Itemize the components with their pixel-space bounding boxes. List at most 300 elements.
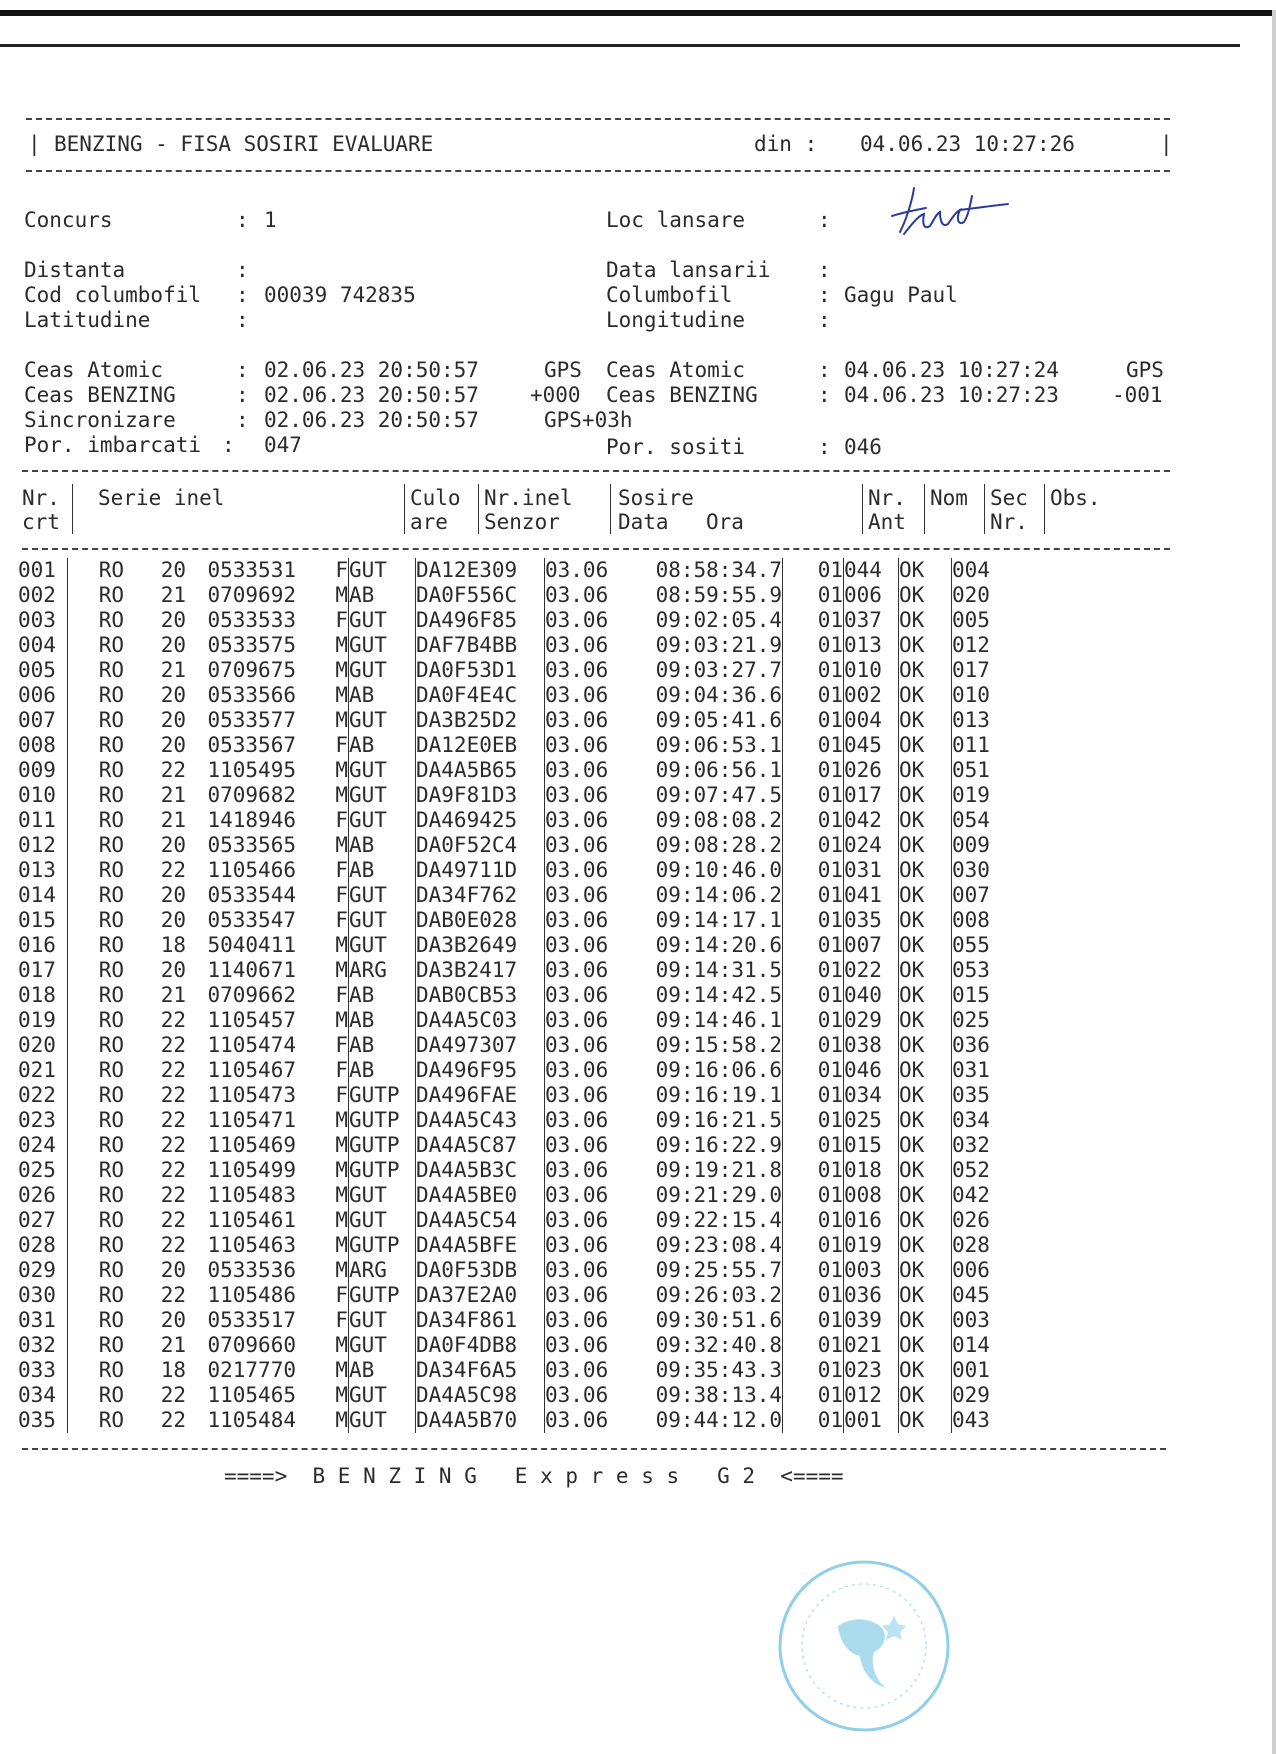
pigeon-sex: M [296, 833, 349, 858]
pigeon-sex: M [296, 1258, 349, 1283]
ring-year: 20 [160, 608, 186, 632]
table-row [18, 1158, 1022, 1183]
ceas-benzing-start-suffix: +000 [530, 383, 581, 407]
obs: 007 [952, 883, 990, 907]
concurs-value: 1 [264, 208, 277, 232]
table-row [18, 1383, 1022, 1408]
ring-number: 1105483 [207, 1183, 296, 1207]
col-nr-ant: Nr. [868, 486, 906, 510]
row-nr: 016 [18, 933, 68, 958]
ring-number: 1105473 [207, 1083, 296, 1107]
obs: 019 [952, 783, 990, 807]
nom: 025 [844, 1108, 899, 1133]
arrival-time: 09:08:28.2 [635, 833, 783, 858]
row-nr: 032 [18, 1333, 68, 1358]
sec-status: OK [899, 983, 952, 1008]
pigeon-sex: M [296, 1208, 349, 1233]
ring-country: RO [98, 783, 124, 807]
header-sep [404, 484, 405, 534]
por-sositi-colon: : [818, 435, 831, 459]
sensor-ring: DA9F81D3 [416, 783, 545, 808]
data-lansarii-colon: : [818, 258, 831, 282]
obs: 045 [952, 1283, 990, 1307]
ceas-benzing-end-colon: : [818, 383, 831, 407]
ring-number: 1105461 [207, 1208, 296, 1232]
ring-year: 22 [160, 1058, 186, 1082]
stamp-seal [774, 1556, 954, 1736]
ring-country: RO [98, 908, 124, 932]
pigeon-color: AB [349, 683, 416, 708]
pigeon-sex: F [296, 1083, 349, 1108]
columbofil-value: Gagu Paul [844, 283, 958, 307]
ring-year: 20 [160, 833, 186, 857]
nom: 035 [844, 908, 899, 933]
pigeon-sex: M [296, 1233, 349, 1258]
row-nr: 020 [18, 1033, 68, 1058]
sensor-ring: DA34F6A5 [416, 1358, 545, 1383]
obs: 055 [952, 933, 990, 957]
nom: 024 [844, 833, 899, 858]
ring-country: RO [98, 758, 124, 782]
sec-status: OK [899, 908, 952, 933]
pigeon-color: GUT [349, 1183, 416, 1208]
arrival-time: 09:19:21.8 [635, 1158, 783, 1183]
cod-columbofil-label: Cod columbofil [24, 283, 202, 307]
ring-year: 20 [160, 683, 186, 707]
sensor-ring: DA4A5BE0 [416, 1183, 545, 1208]
pigeon-sex: M [296, 683, 349, 708]
pigeon-sex: M [296, 633, 349, 658]
row-nr: 011 [18, 808, 68, 833]
sincronizare-value: 02.06.23 20:50:57 [264, 408, 479, 432]
row-nr: 007 [18, 708, 68, 733]
antenna-nr: 01 [783, 758, 844, 783]
ring-year: 20 [160, 1258, 186, 1282]
table-row [18, 558, 1022, 583]
ring-number: 0533575 [207, 633, 296, 657]
arrival-time: 09:15:58.2 [635, 1033, 783, 1058]
pigeon-color: GUTP [349, 1233, 416, 1258]
sec-status: OK [899, 558, 952, 583]
row-nr: 001 [18, 558, 68, 583]
pigeon-color: GUT [349, 608, 416, 633]
row-nr: 030 [18, 1283, 68, 1308]
row-nr: 013 [18, 858, 68, 883]
arrival-time: 09:02:05.4 [635, 608, 783, 633]
columbofil-label: Columbofil [606, 283, 733, 307]
antenna-nr: 01 [783, 583, 844, 608]
ring-year: 21 [160, 983, 186, 1007]
arrival-date: 03.06 [545, 658, 609, 682]
antenna-nr: 01 [783, 1258, 844, 1283]
obs: 035 [952, 1083, 990, 1107]
cod-columbofil-value: 00039 742835 [264, 283, 416, 307]
ceas-benzing-start-value: 02.06.23 20:50:57 [264, 383, 479, 407]
nom: 022 [844, 958, 899, 983]
concurs-label: Concurs [24, 208, 113, 232]
pigeon-sex: F [296, 883, 349, 908]
pigeon-sex: M [296, 783, 349, 808]
header-sep [1044, 484, 1045, 534]
ring-year: 18 [160, 933, 186, 957]
arrival-date: 03.06 [545, 1008, 609, 1032]
nom: 006 [844, 583, 899, 608]
row-nr: 035 [18, 1408, 68, 1433]
sec-status: OK [899, 1233, 952, 1258]
ring-year: 20 [160, 708, 186, 732]
nom: 019 [844, 1233, 899, 1258]
table-row [18, 733, 1022, 758]
table-row [18, 1083, 1022, 1108]
nom: 015 [844, 1133, 899, 1158]
sec-status: OK [899, 608, 952, 633]
columbofil-colon: : [818, 283, 831, 307]
arrival-time: 09:16:22.9 [635, 1133, 783, 1158]
pigeon-sex: F [296, 1058, 349, 1083]
table-row [18, 1033, 1022, 1058]
ring-country: RO [98, 1308, 124, 1332]
arrival-date: 03.06 [545, 1283, 609, 1307]
row-nr: 006 [18, 683, 68, 708]
ring-year: 22 [160, 1208, 186, 1232]
antenna-nr: 01 [783, 908, 844, 933]
ring-country: RO [98, 958, 124, 982]
nom: 039 [844, 1308, 899, 1333]
col-sec-nr: Nr. [990, 510, 1028, 534]
pigeon-sex: M [296, 583, 349, 608]
report-title: BENZING - FISA SOSIRI EVALUARE [54, 132, 434, 156]
row-nr: 003 [18, 608, 68, 633]
nom: 016 [844, 1208, 899, 1233]
pigeon-sex: F [296, 1283, 349, 1308]
pigeon-color: AB [349, 1058, 416, 1083]
sensor-ring: DA0F4DB8 [416, 1333, 545, 1358]
header-rule-bottom [26, 170, 1170, 172]
antenna-nr: 01 [783, 1383, 844, 1408]
ring-country: RO [98, 583, 124, 607]
sensor-ring: DA497307 [416, 1033, 545, 1058]
table-row [18, 783, 1022, 808]
loc-lansare-colon: : [818, 208, 831, 232]
ring-number: 0709692 [207, 583, 296, 607]
antenna-nr: 01 [783, 1208, 844, 1233]
antenna-nr: 01 [783, 1108, 844, 1133]
table-row [18, 858, 1022, 883]
pigeon-color: GUT [349, 558, 416, 583]
header-sep [478, 484, 479, 534]
pigeon-color: AB [349, 1033, 416, 1058]
sensor-ring: DA4A5C03 [416, 1008, 545, 1033]
sec-status: OK [899, 1183, 952, 1208]
sec-status: OK [899, 1308, 952, 1333]
obs: 015 [952, 983, 990, 1007]
row-nr: 021 [18, 1058, 68, 1083]
arrival-time: 09:44:12.0 [635, 1408, 783, 1433]
pigeon-color: GUT [349, 1208, 416, 1233]
ring-country: RO [98, 1283, 124, 1307]
ring-country: RO [98, 658, 124, 682]
arrival-time: 09:16:21.5 [635, 1108, 783, 1133]
ring-year: 20 [160, 633, 186, 657]
nom: 038 [844, 1033, 899, 1058]
obs: 026 [952, 1208, 990, 1232]
row-nr: 029 [18, 1258, 68, 1283]
ring-number: 1418946 [207, 808, 296, 832]
arrival-date: 03.06 [545, 808, 609, 832]
nom: 042 [844, 808, 899, 833]
table-row [18, 758, 1022, 783]
pigeon-color: GUT [349, 708, 416, 733]
concurs-colon: : [236, 208, 249, 232]
distanta-colon: : [236, 258, 249, 282]
pigeon-sex: M [296, 1358, 349, 1383]
antenna-nr: 01 [783, 558, 844, 583]
ring-year: 21 [160, 1333, 186, 1357]
nom: 031 [844, 858, 899, 883]
antenna-nr: 01 [783, 1283, 844, 1308]
obs: 017 [952, 658, 990, 682]
arrival-date: 03.06 [545, 558, 609, 582]
sensor-ring: DA4A5C98 [416, 1383, 545, 1408]
row-nr: 002 [18, 583, 68, 608]
ring-number: 0709660 [207, 1333, 296, 1357]
row-nr: 012 [18, 833, 68, 858]
pigeon-color: GUTP [349, 1108, 416, 1133]
table-row [18, 658, 1022, 683]
por-imbarcati-colon: : [222, 433, 235, 457]
header-rule-top [26, 118, 1170, 120]
arrival-time: 09:16:19.1 [635, 1083, 783, 1108]
row-nr: 019 [18, 1008, 68, 1033]
ring-country: RO [98, 933, 124, 957]
ring-number: 0533566 [207, 683, 296, 707]
footer-brand: ====> B E N Z I N G E x p r e s s G 2 <==== [224, 1464, 844, 1488]
table-row [18, 1308, 1022, 1333]
ring-year: 22 [160, 858, 186, 882]
sec-status: OK [899, 583, 952, 608]
table-row [18, 1208, 1022, 1233]
arrival-time: 09:23:08.4 [635, 1233, 783, 1258]
ring-number: 1105457 [207, 1008, 296, 1032]
arrival-date: 03.06 [545, 1183, 609, 1207]
nom: 002 [844, 683, 899, 708]
table-row [18, 1233, 1022, 1258]
antenna-nr: 01 [783, 1133, 844, 1158]
obs: 010 [952, 683, 990, 707]
table-row [18, 1008, 1022, 1033]
ring-year: 21 [160, 808, 186, 832]
row-nr: 005 [18, 658, 68, 683]
pigeon-color: GUT [349, 658, 416, 683]
nom: 040 [844, 983, 899, 1008]
obs: 032 [952, 1133, 990, 1157]
loc-lansare-label: Loc lansare [606, 208, 746, 232]
arrival-time: 09:32:40.8 [635, 1333, 783, 1358]
sensor-ring: DA49711D [416, 858, 545, 883]
pigeon-color: AB [349, 733, 416, 758]
ceas-atomic-end-suffix: GPS [1126, 358, 1164, 382]
header-sep [862, 484, 863, 534]
header-sep [924, 484, 925, 534]
table-row [18, 908, 1022, 933]
ceas-atomic-start-suffix: GPS [544, 358, 582, 382]
ring-country: RO [98, 1258, 124, 1282]
ceas-benzing-end-label: Ceas BENZING [606, 383, 758, 407]
sensor-ring: DA496F95 [416, 1058, 545, 1083]
nom: 012 [844, 1383, 899, 1408]
ring-year: 21 [160, 583, 186, 607]
ring-year: 22 [160, 1283, 186, 1307]
pigeon-color: AB [349, 1008, 416, 1033]
sensor-ring: DA34F861 [416, 1308, 545, 1333]
col-ant: Ant [868, 510, 906, 534]
row-nr: 022 [18, 1083, 68, 1108]
table-row [18, 983, 1022, 1008]
antenna-nr: 01 [783, 883, 844, 908]
nom: 026 [844, 758, 899, 783]
antenna-nr: 01 [783, 1058, 844, 1083]
obs: 008 [952, 908, 990, 932]
ring-number: 1105467 [207, 1058, 296, 1082]
table-row [18, 1358, 1022, 1383]
pigeon-color: GUT [349, 883, 416, 908]
antenna-nr: 01 [783, 1008, 844, 1033]
obs: 030 [952, 858, 990, 882]
arrival-date: 03.06 [545, 1383, 609, 1407]
sensor-ring: DA0F52C4 [416, 833, 545, 858]
col-sosire: Sosire [618, 486, 694, 510]
table-row [18, 883, 1022, 908]
antenna-nr: 01 [783, 1158, 844, 1183]
sensor-ring: DA3B2649 [416, 933, 545, 958]
sec-status: OK [899, 933, 952, 958]
ring-country: RO [98, 1233, 124, 1257]
obs: 014 [952, 1333, 990, 1357]
obs: 013 [952, 708, 990, 732]
row-nr: 018 [18, 983, 68, 1008]
col-nr-inel: Nr.inel [484, 486, 573, 510]
pigeon-sex: M [296, 1408, 349, 1433]
row-nr: 015 [18, 908, 68, 933]
sec-status: OK [899, 883, 952, 908]
ring-country: RO [98, 983, 124, 1007]
pigeon-sex: F [296, 808, 349, 833]
obs: 042 [952, 1183, 990, 1207]
arrival-time: 09:14:17.1 [635, 908, 783, 933]
nom: 017 [844, 783, 899, 808]
nom: 046 [844, 1058, 899, 1083]
sensor-ring: DA469425 [416, 808, 545, 833]
ring-year: 20 [160, 733, 186, 757]
antenna-nr: 01 [783, 708, 844, 733]
arrival-date: 03.06 [545, 608, 609, 632]
table-row [18, 633, 1022, 658]
pigeon-sex: M [296, 708, 349, 733]
antenna-nr: 01 [783, 1033, 844, 1058]
ring-number: 1105471 [207, 1108, 296, 1132]
row-nr: 034 [18, 1383, 68, 1408]
arrival-time: 09:21:29.0 [635, 1183, 783, 1208]
pigeon-sex: M [296, 958, 349, 983]
ring-year: 22 [160, 1383, 186, 1407]
pigeon-color: AB [349, 983, 416, 1008]
sensor-ring: DA12E309 [416, 558, 545, 583]
arrival-date: 03.06 [545, 958, 609, 982]
sec-status: OK [899, 1108, 952, 1133]
latitudine-label: Latitudine [24, 308, 151, 332]
row-nr: 009 [18, 758, 68, 783]
nom: 004 [844, 708, 899, 733]
sincronizare-suffix: GPS+03h [544, 408, 633, 432]
ring-number: 0709682 [207, 783, 296, 807]
arrival-time: 09:07:47.5 [635, 783, 783, 808]
scan-edge-top [0, 10, 1276, 16]
pigeon-color: AB [349, 583, 416, 608]
row-nr: 004 [18, 633, 68, 658]
pigeon-color: GUTP [349, 1283, 416, 1308]
table-row [18, 833, 1022, 858]
col-obs: Obs. [1050, 486, 1101, 510]
sec-status: OK [899, 858, 952, 883]
arrival-date: 03.06 [545, 1208, 609, 1232]
sensor-ring: DA34F762 [416, 883, 545, 908]
ring-number: 0709662 [207, 983, 296, 1007]
arrival-date: 03.06 [545, 883, 609, 907]
ring-country: RO [98, 808, 124, 832]
sec-status: OK [899, 1333, 952, 1358]
sensor-ring: DA4A5BFE [416, 1233, 545, 1258]
arrival-date: 03.06 [545, 783, 609, 807]
ring-number: 1105484 [207, 1408, 296, 1432]
ring-country: RO [98, 1358, 124, 1382]
arrival-date: 03.06 [545, 1058, 609, 1082]
ring-year: 22 [160, 1158, 186, 1182]
sec-status: OK [899, 1083, 952, 1108]
pigeon-sex: F [296, 558, 349, 583]
col-are: are [410, 510, 448, 534]
sec-status: OK [899, 1133, 952, 1158]
ceas-atomic-end-label: Ceas Atomic [606, 358, 746, 382]
sensor-ring: DA4A5B65 [416, 758, 545, 783]
nom: 044 [844, 558, 899, 583]
sensor-ring: DA496F85 [416, 608, 545, 633]
pigeon-color: GUT [349, 1383, 416, 1408]
pigeon-sex: M [296, 1183, 349, 1208]
por-sositi-value: 046 [844, 435, 882, 459]
table-row [18, 958, 1022, 983]
pigeon-sex: F [296, 733, 349, 758]
sincronizare-label: Sincronizare [24, 408, 176, 432]
table-rule-bottom [22, 1448, 1166, 1450]
sec-status: OK [899, 1358, 952, 1383]
ceas-benzing-end-value: 04.06.23 10:27:23 [844, 383, 1059, 407]
sensor-ring: DA12E0EB [416, 733, 545, 758]
obs: 003 [952, 1308, 990, 1332]
arrival-date: 03.06 [545, 1408, 609, 1432]
ring-year: 20 [160, 1308, 186, 1332]
ring-number: 1105499 [207, 1158, 296, 1182]
pigeon-color: GUTP [349, 1083, 416, 1108]
col-serie-inel: Serie inel [98, 486, 225, 510]
obs: 006 [952, 1258, 990, 1282]
sec-status: OK [899, 758, 952, 783]
pigeon-sex: M [296, 1108, 349, 1133]
sensor-ring: DA4A5B3C [416, 1158, 545, 1183]
col-culo: Culo [410, 486, 461, 510]
sensor-ring: DA4A5B70 [416, 1408, 545, 1433]
obs: 054 [952, 808, 990, 832]
arrival-time: 09:30:51.6 [635, 1308, 783, 1333]
